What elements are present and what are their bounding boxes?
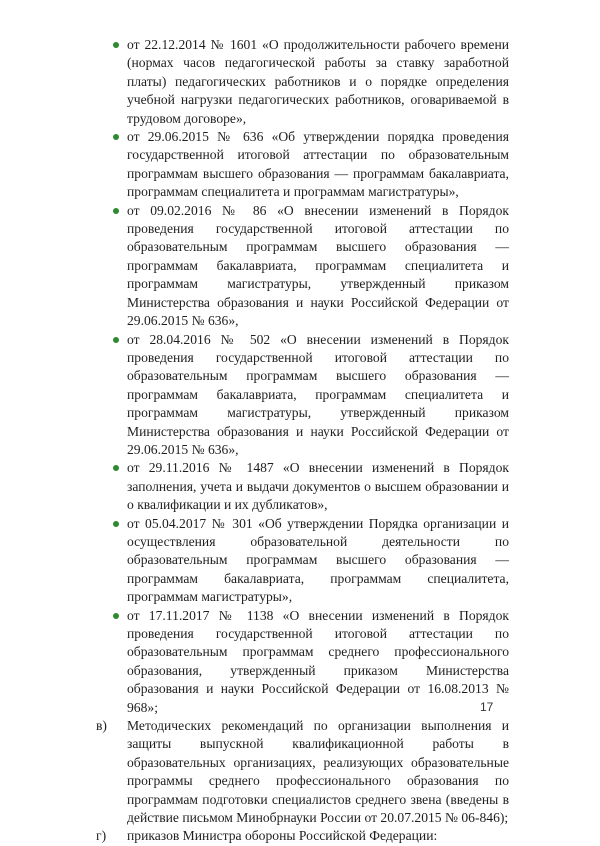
list-item — [112, 331, 509, 460]
list-item-text: от 09.02.2016 № 86 «О внесении изменений в Порядок проведения государственной итоговой аттестации по образовательным программам высшего образования — программам бакалавриата, программам специалитета и программам магистратуры, утвержденный приказом Министерства образования и науки Российской Федерации от 29.06.2015 № 636», — [127, 202, 509, 329]
list-item-text: от 29.06.2015 № 636 «Об утверждении порядка проведения государственной итоговой аттестации по образовательным программам высшего образования — программам бакалавриата, программам специалитета и программам магистратуры», — [127, 129, 509, 200]
item-letter: в) — [96, 718, 107, 734]
page-content — [96, 36, 509, 846]
list-item — [112, 607, 509, 717]
lettered-item-g — [96, 827, 509, 845]
list-item-text: от 28.04.2016 № 502 «О внесении изменений в Порядок проведения государственной итоговой аттестации по образовательным программам высшего образования — программам бакалавриата, программам специалитета и программам магистратуры, утвержденный приказом Министерства образования и науки Российской Федерации от 29.06.2015 № 636», — [127, 331, 509, 457]
bullet-icon — [113, 465, 119, 471]
list-item — [112, 128, 509, 202]
list-item — [112, 459, 509, 514]
list-item-text: от 05.04.2017 № 301 «Об утверждении Порядка организации и осуществления образовательной деятельности по образовательным программам высшего образования — программам бакалавриата, программам специалитета, программам магистратуры», — [127, 515, 509, 605]
bullet-icon — [113, 521, 119, 527]
list-item-text: от 17.11.2017 № 1138 «О внесении изменений в Порядок проведения государственной итоговой аттестации по образовательным программам среднего профессионального образования, утвержденный приказом Министерства образования и науки Российской Федерации от 16.08.2013 № 968»; — [127, 607, 509, 715]
lettered-item-text: Методических рекомендаций по организации выполнения и защиты выпускной квалификационной работы в образовательных организациях, реализующих образовательные программы среднего профессионального образования по программам подготовки специалистов среднего звена (введены в действие письмом Минобрнауки России от 20.07.2015 № 06-846); — [127, 718, 509, 826]
item-letter: г) — [96, 828, 107, 844]
bullet-icon — [113, 42, 119, 48]
bullet-icon — [113, 337, 119, 343]
bullet-icon — [113, 134, 119, 140]
list-item-text: от 22.12.2014 № 1601 «О продолжительности рабочего времени (нормах часов педагогической работы за ставку заработной платы) педагогических работников и о порядке определения учебной нагрузки педагогических работников, оговариваемой в трудовом договоре», — [127, 37, 509, 126]
lettered-item-text: приказов Министра обороны Российской Федерации: — [127, 828, 438, 844]
list-item-text: от 29.11.2016 № 1487 «О внесении изменений в Порядок заполнения, учета и выдачи документов о высшем образовании и о квалификации и их дубликатов», — [127, 460, 509, 513]
list-item — [112, 202, 509, 331]
list-item — [112, 515, 509, 607]
lettered-item-v — [96, 717, 509, 827]
list-item — [112, 36, 509, 128]
page-number: 17 — [480, 700, 494, 714]
bullet-icon — [113, 208, 119, 214]
bullet-icon — [113, 613, 119, 619]
